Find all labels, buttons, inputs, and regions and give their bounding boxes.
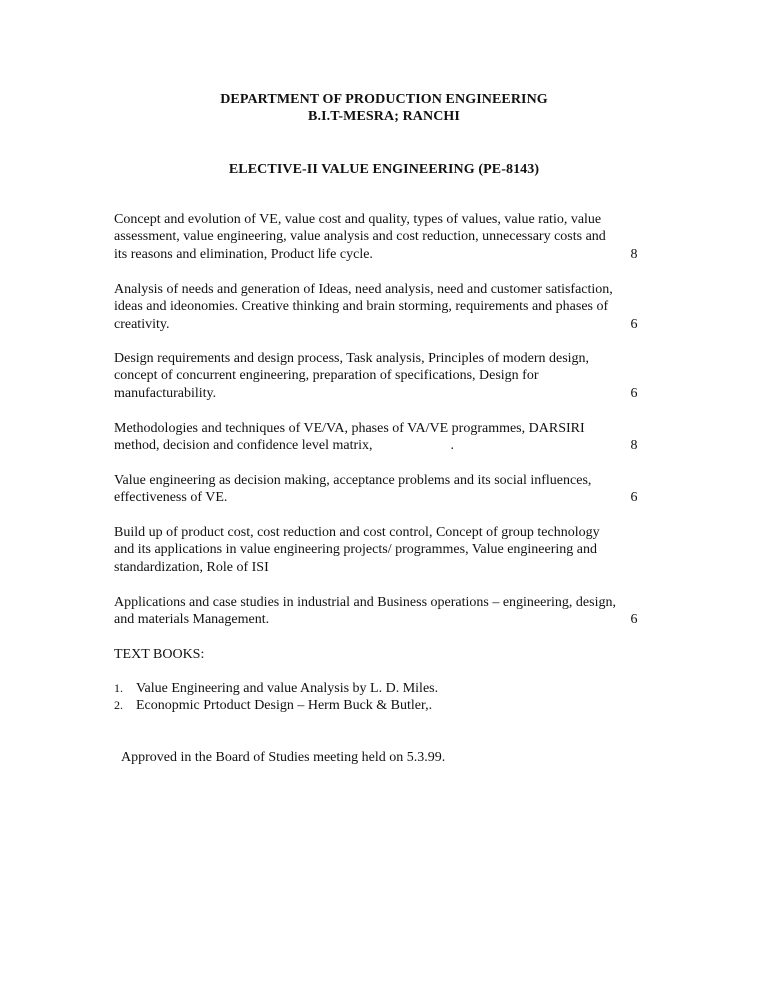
text-book-title: Econopmic Prtoduct Design – Herm Buck & Butler,. — [136, 698, 433, 713]
module-4-line-1: Methodologies and techniques of VE/VA, phases of VA/VE programmes, DARSIRI — [114, 421, 585, 436]
module-3 — [114, 350, 655, 402]
approval-note: Approved in the Board of Studies meeting held on 5.3.99. — [121, 750, 446, 765]
module-1-line-3: its reasons and elimination, Product life cycle. — [114, 246, 373, 262]
module-3-line-1: Design requirements and design process, Task analysis, Principles of modern design, — [114, 351, 590, 366]
text-book-item-1 — [114, 680, 438, 697]
module-4 — [114, 420, 655, 455]
text-book-number: 2. — [114, 698, 123, 712]
module-7-hours: 6 — [630, 612, 638, 628]
module-2-line-3: creativity. — [114, 316, 170, 332]
module-4-line-2: method, decision and confidence level matrix, — [114, 438, 373, 454]
module-5-line-1: Value engineering as decision making, acceptance problems and its social influences, — [114, 473, 592, 488]
module-5-hours: 6 — [630, 490, 638, 506]
module-3-line-3: manufacturability. — [114, 385, 217, 401]
module-2-line-2: ideas and ideonomies. Creative thinking and brain storming, requirements and phases of — [114, 299, 609, 315]
institute-heading: B.I.T-MESRA; RANCHI — [308, 109, 460, 124]
module-3-line-2: concept of concurrent engineering, preparation of specifications, Design for — [114, 368, 539, 384]
text-book-number: 1. — [114, 681, 123, 695]
text-book-item-2 — [114, 697, 432, 714]
module-6-line-3: standardization, Role of ISI — [114, 559, 269, 575]
module-2-hours: 6 — [630, 316, 638, 332]
module-6-line-1: Build up of product cost, cost reduction and cost control, Concept of group technology — [114, 525, 600, 540]
module-4-extra-mark: . — [450, 438, 455, 454]
module-3-hours: 6 — [630, 385, 638, 401]
module-5-line-2: effectiveness of VE. — [114, 490, 228, 506]
module-7-line-1: Applications and case studies in industrial and Business operations – engineering, design, — [114, 595, 616, 610]
course-title: ELECTIVE-II VALUE ENGINEERING (PE-8143) — [228, 162, 540, 177]
module-2 — [114, 281, 655, 333]
module-1 — [114, 211, 655, 263]
text-books-heading: TEXT BOOKS: — [114, 647, 205, 662]
module-1-line-2: assessment, value engineering, value analysis and cost reduction, unnecessary costs and — [114, 229, 606, 245]
module-7-line-2: and materials Management. — [114, 612, 270, 628]
module-6 — [114, 524, 655, 576]
module-2-line-1: Analysis of needs and generation of Ideas, need analysis, need and customer satisfaction, — [114, 282, 613, 297]
module-1-line-1: Concept and evolution of VE, value cost and quality, types of values, value ratio, value — [114, 212, 602, 227]
department-heading: DEPARTMENT OF PRODUCTION ENGINEERING — [220, 92, 548, 107]
module-5 — [114, 472, 655, 507]
module-4-hours: 8 — [630, 438, 638, 454]
text-book-title: Value Engineering and value Analysis by L. D. Miles. — [136, 681, 439, 696]
module-6-line-2: and its applications in value engineering projects/ programmes, Value engineering and — [114, 542, 597, 558]
module-1-hours: 8 — [630, 246, 638, 262]
module-7 — [114, 594, 655, 629]
